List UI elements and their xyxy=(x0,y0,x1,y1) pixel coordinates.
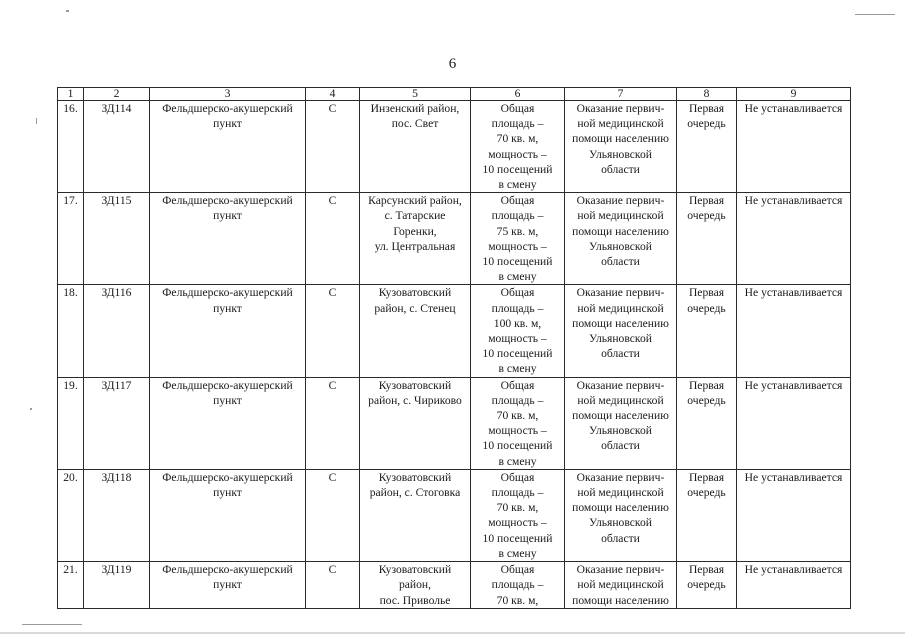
col-header-8: 8 xyxy=(677,88,737,101)
col-header-1: 1 xyxy=(58,88,84,101)
object-zone: Не устанавливается xyxy=(737,285,851,377)
object-name xyxy=(150,377,306,469)
object-stage-text: Первая очередь xyxy=(687,470,726,500)
scan-speck xyxy=(22,624,82,625)
object-parameters-text: Общая площадь – 75 кв. м, мощность – 10 посещений в смену xyxy=(482,194,553,284)
object-name xyxy=(150,562,306,609)
object-zone: Не устанавливается xyxy=(737,101,851,193)
object-name-text: Фельдшерско-акушерский пункт xyxy=(162,378,293,407)
object-category: С xyxy=(306,377,360,469)
col-header-4: 4 xyxy=(306,88,360,101)
object-name xyxy=(150,285,306,377)
col-header-5: 5 xyxy=(360,88,471,101)
object-stage xyxy=(677,101,737,193)
object-parameters xyxy=(471,469,565,561)
row-number: 17. xyxy=(58,193,84,285)
table-row xyxy=(58,377,851,469)
row-number: 16. xyxy=(58,101,84,193)
col-header-2: 2 xyxy=(84,88,150,101)
object-location-text: Инзенский район, пос. Свет xyxy=(370,102,460,131)
scan-speck xyxy=(36,118,37,124)
col-header-7: 7 xyxy=(565,88,677,101)
row-number: 20. xyxy=(58,469,84,561)
object-code: ЗД117 xyxy=(84,377,150,469)
object-location xyxy=(360,101,471,193)
object-purpose-text: Оказание первич- ной медицинской помощи населению xyxy=(572,563,669,607)
object-zone: Не устанавливается xyxy=(737,562,851,609)
object-parameters-text: Общая площадь – 100 кв. м, мощность – 10 посещений в смену xyxy=(482,286,553,376)
object-parameters xyxy=(471,285,565,377)
object-category: С xyxy=(306,101,360,193)
table-row xyxy=(58,101,851,193)
scan-speck xyxy=(66,10,69,12)
object-category: С xyxy=(306,562,360,609)
object-stage-text: Первая очередь xyxy=(687,378,726,407)
object-location-text: Кузоватовский район, с. Стоговка xyxy=(369,470,461,500)
scan-speck xyxy=(30,408,32,410)
object-stage xyxy=(677,377,737,469)
object-purpose xyxy=(565,193,677,285)
object-location xyxy=(360,562,471,609)
object-code: ЗД116 xyxy=(84,285,150,377)
table-row xyxy=(58,193,851,285)
object-location xyxy=(360,469,471,561)
object-stage xyxy=(677,562,737,609)
object-purpose xyxy=(565,562,677,609)
object-zone: Не устанавливается xyxy=(737,193,851,285)
object-stage-text: Первая очередь xyxy=(687,102,726,131)
object-purpose-text: Оказание первич- ной медицинской помощи населению Ульяновской области xyxy=(572,194,669,269)
object-purpose xyxy=(565,469,677,561)
object-parameters-text: Общая площадь – 70 кв. м, xyxy=(491,563,544,607)
object-location xyxy=(360,285,471,377)
object-stage-text: Первая очередь xyxy=(687,563,726,592)
object-stage xyxy=(677,469,737,561)
object-category: С xyxy=(306,285,360,377)
object-parameters xyxy=(471,193,565,285)
col-header-3: 3 xyxy=(150,88,306,101)
scan-bottom-edge xyxy=(0,632,905,634)
object-category: С xyxy=(306,193,360,285)
object-purpose-text: Оказание первич- ной медицинской помощи населению Ульяновской области xyxy=(572,378,669,453)
object-name-text: Фельдшерско-акушерский пункт xyxy=(162,286,293,315)
object-purpose xyxy=(565,285,677,377)
object-category: С xyxy=(306,469,360,561)
object-parameters xyxy=(471,562,565,609)
object-name-text: Фельдшерско-акушерский пункт xyxy=(162,470,293,500)
object-location xyxy=(360,377,471,469)
page-number: 6 xyxy=(448,56,457,72)
row-number: 18. xyxy=(58,285,84,377)
object-stage-text: Первая очередь xyxy=(687,286,726,315)
object-code: ЗД115 xyxy=(84,193,150,285)
col-header-9: 9 xyxy=(737,88,851,101)
object-location-text: Кузоватовский район, с. Чириково xyxy=(368,378,462,407)
object-stage xyxy=(677,285,737,377)
object-name-text: Фельдшерско-акушерский пункт xyxy=(162,194,293,223)
row-number: 19. xyxy=(58,377,84,469)
object-code: ЗД118 xyxy=(84,469,150,561)
object-code: ЗД114 xyxy=(84,101,150,193)
object-parameters xyxy=(471,101,565,193)
row-number: 21. xyxy=(58,562,84,609)
object-parameters-text: Общая площадь – 70 кв. м, мощность – 10 посещений в смену xyxy=(482,102,553,192)
object-purpose-text: Оказание первич- ной медицинской помощи населению Ульяновской области xyxy=(572,286,669,361)
object-location-text: Карсунский район, с. Татарские Горенки, ул. Центральная xyxy=(368,194,462,253)
object-code: ЗД119 xyxy=(84,562,150,609)
object-parameters-text: Общая площадь – 70 кв. м, мощность – 10 посещений в смену xyxy=(482,470,553,560)
col-header-6: 6 xyxy=(471,88,565,101)
object-stage-text: Первая очередь xyxy=(687,194,726,223)
object-location-text: Кузоватовский район, пос. Приволье xyxy=(378,563,452,607)
object-name xyxy=(150,101,306,193)
scan-speck xyxy=(855,14,895,15)
object-name xyxy=(150,193,306,285)
object-name xyxy=(150,469,306,561)
object-purpose-text: Оказание первич- ной медицинской помощи населению Ульяновской области xyxy=(572,102,669,176)
object-purpose-text: Оказание первич- ной медицинской помощи населению Ульяновской области xyxy=(572,470,669,545)
object-parameters-text: Общая площадь – 70 кв. м, мощность – 10 посещений в смену xyxy=(482,378,553,468)
object-location-text: Кузоватовский район, с. Стенец xyxy=(374,286,456,315)
table-row xyxy=(58,285,851,377)
object-parameters xyxy=(471,377,565,469)
object-purpose xyxy=(565,377,677,469)
registry-table xyxy=(57,87,851,609)
object-purpose xyxy=(565,101,677,193)
object-zone: Не устанавливается xyxy=(737,469,851,561)
object-zone: Не устанавливается xyxy=(737,377,851,469)
object-location xyxy=(360,193,471,285)
object-stage xyxy=(677,193,737,285)
header-row xyxy=(58,88,851,101)
table-row xyxy=(58,469,851,561)
object-name-text: Фельдшерско-акушерский пункт xyxy=(162,102,293,131)
object-name-text: Фельдшерско-акушерский пункт xyxy=(162,563,293,592)
table-row xyxy=(58,562,851,609)
